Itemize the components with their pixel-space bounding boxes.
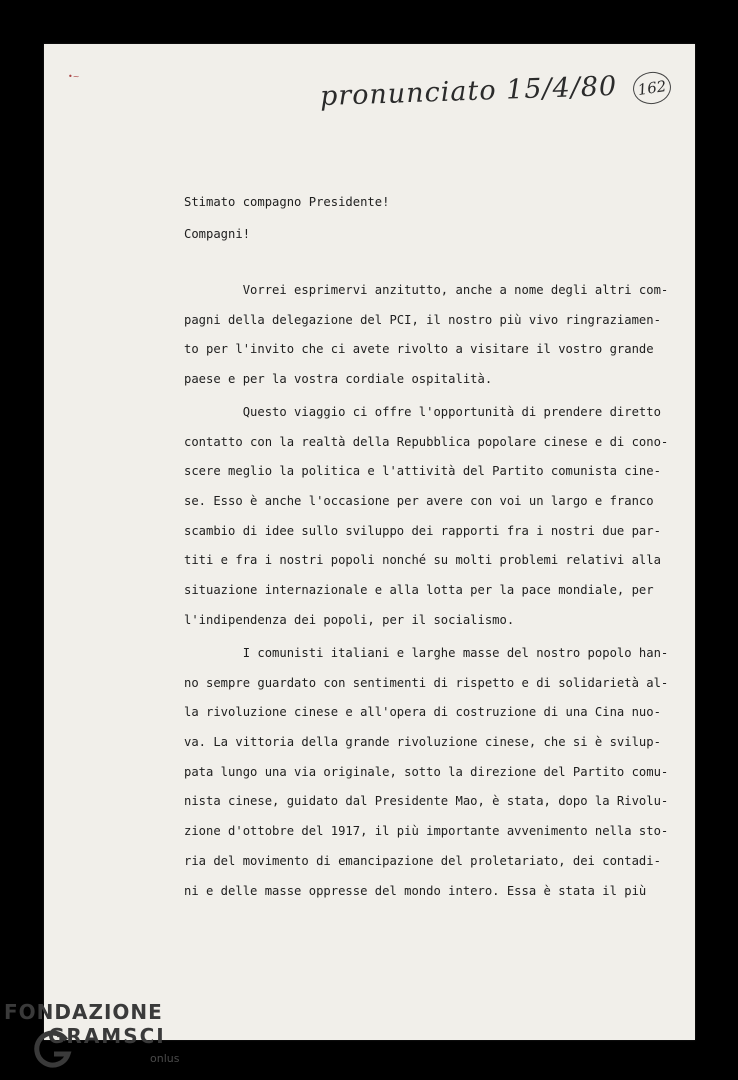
text-line: Vorrei esprimervi anzitutto, anche a nome degli altri com- — [184, 283, 669, 297]
paragraph — [184, 276, 669, 395]
watermark-line: FONDAZIONE — [4, 1000, 163, 1024]
paragraph — [184, 398, 669, 636]
text-line: la rivoluzione cinese e all'opera di costruzione di una Cina nuo- — [184, 705, 661, 720]
text-line: l'indipendenza dei popoli, per il socialismo. — [184, 612, 515, 627]
text-line: ni e delle masse oppresse del mondo intero. Essa è stata il più — [184, 883, 647, 898]
text-line: va. La vittoria della grande rivoluzione cinese, che si è svilup- — [184, 735, 661, 750]
text-line: Questo viaggio ci offre l'opportunità di prendere diretto — [184, 405, 661, 419]
handwritten-note: pronunciato 15/4/80 — [319, 70, 618, 113]
text-line: scambio di idee sullo sviluppo dei rapporti fra i nostri due par- — [184, 523, 661, 538]
text-line: se. Esso è anche l'occasione per avere con voi un largo e franco — [184, 494, 654, 509]
text-line: pata lungo una via originale, sotto la direzione del Partito comu- — [184, 764, 669, 779]
text-line: I comunisti italiani e larghe masse del nostro popolo han- — [184, 646, 669, 660]
text-line: zione d'ottobre del 1917, il più importante avvenimento nella sto- — [184, 824, 669, 839]
text-line: to per l'invito che ci avete rivolto a visitare il vostro grande — [184, 342, 654, 357]
text-line: paese e per la vostra cordiale ospitalità. — [184, 372, 493, 387]
paragraph — [184, 639, 669, 906]
text-line: pagni della delegazione del PCI, il nostro più vivo ringraziamen- — [184, 312, 661, 327]
salutation-line: Stimato compagno Presidente! — [184, 195, 390, 209]
watermark-line: onlus — [150, 1052, 180, 1065]
text-line: situazione internazionale e alla lotta per la pace mondiale, per — [184, 583, 654, 598]
document-page — [44, 44, 695, 1040]
text-line: no sempre guardato con sentimenti di rispetto e di solidarietà al- — [184, 675, 669, 690]
text-line: nista cinese, guidato dal Presidente Mao, è stata, dopo la Rivolu- — [184, 794, 669, 809]
page-number: 162 — [631, 70, 673, 107]
text-line: titi e fra i nostri popoli nonché su molti problemi relativi alla — [184, 553, 661, 568]
paper-mark: •~ — [68, 72, 80, 81]
text-line: scere meglio la politica e l'attività del Partito comunista cine- — [184, 464, 661, 479]
text-line: ria del movimento di emancipazione del proletariato, dei contadi- — [184, 853, 661, 868]
salutation-line: Compagni! — [184, 227, 251, 241]
watermark-line: GRAMSCI — [48, 1024, 166, 1048]
text-line: contatto con la realtà della Repubblica popolare cinese e di cono- — [184, 434, 669, 449]
watermark-logo — [4, 1000, 204, 1080]
